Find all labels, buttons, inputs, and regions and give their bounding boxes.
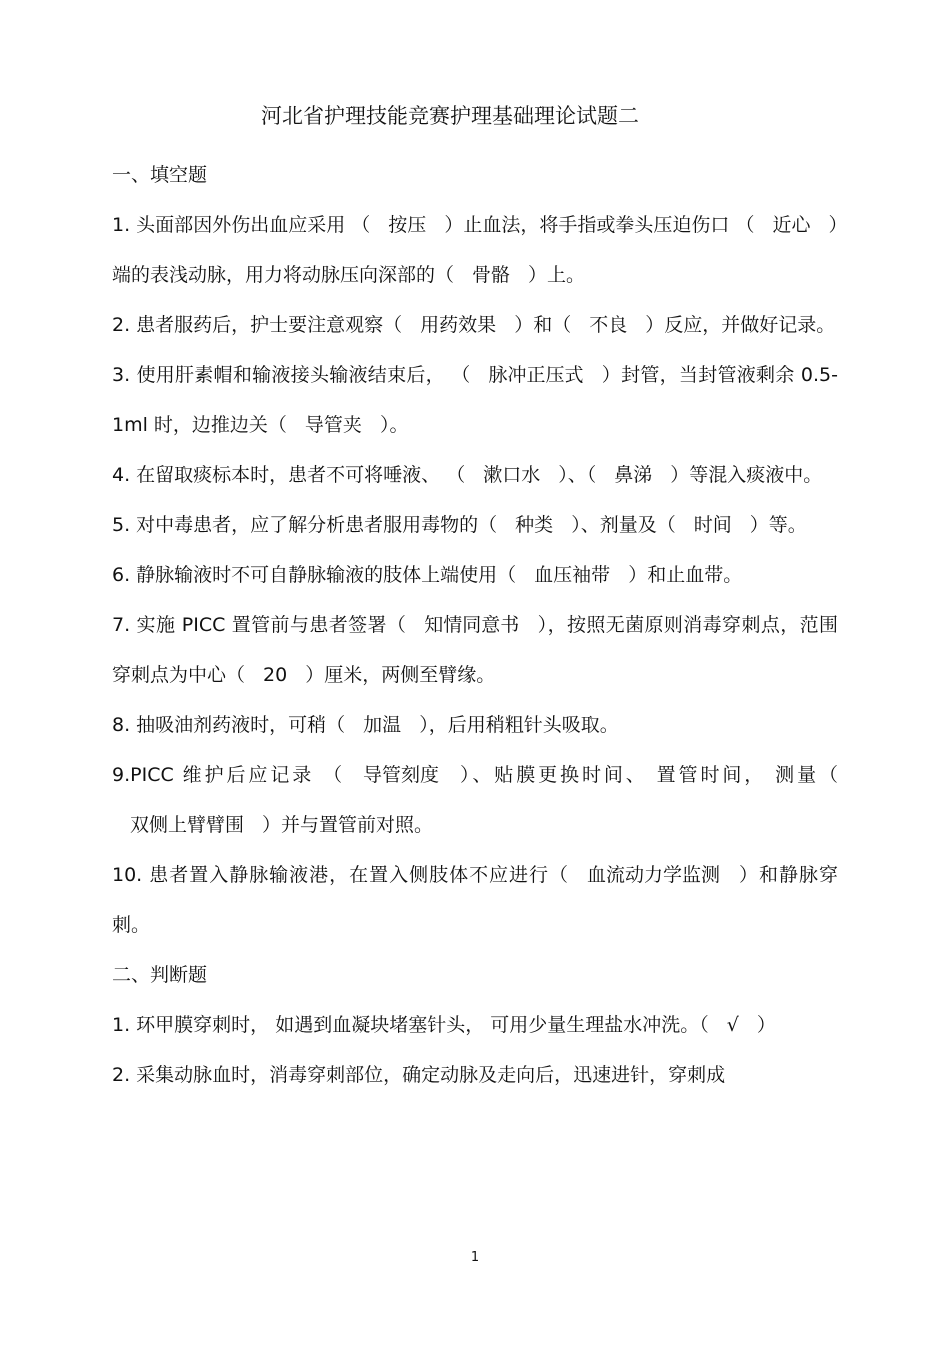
- answer: 用药效果: [420, 314, 497, 336]
- answer: 加温: [363, 714, 402, 736]
- answer: 骨骼: [472, 264, 511, 286]
- answer: 种类: [515, 514, 554, 536]
- answer: 漱口水: [483, 464, 541, 486]
- answer: √: [726, 1014, 739, 1036]
- answer: 鼻涕: [614, 464, 653, 486]
- answer: 不良: [589, 314, 628, 336]
- answer: 20: [263, 664, 288, 686]
- page-number: 1: [470, 1250, 480, 1265]
- answer: 时间: [693, 514, 732, 536]
- question-7: 7. 实施 PICC 置管前与患者签署（ 知情同意书 ），按照无菌原则消毒穿刺点，范围穿刺点为中心（ 20 ）厘米，两侧至臂缘。: [112, 600, 838, 700]
- answer: 双侧上臂臂围: [130, 814, 245, 836]
- answer: 知情同意书: [424, 614, 520, 636]
- answer: 导管刻度: [363, 764, 440, 786]
- question-6: 6. 静脉输液时不可自静脉输液的肢体上端使用（ 血压袖带 ）和止血带。: [112, 550, 838, 600]
- tf-question-1: 1. 环甲膜穿刺时， 如遇到血凝块堵塞针头， 可用少量生理盐水冲洗。（ √ ）: [112, 1000, 838, 1050]
- answer: 血流动力学监测: [587, 864, 721, 886]
- question-9: 9.PICC 维护后应记录 （ 导管刻度 ）、贴膜更换时间、 置管时间， 测量（双侧上臂臂围 ）并与置管前对照。: [112, 750, 838, 850]
- tf-question-2: 2. 采集动脉血时，消毒穿刺部位，确定动脉及走向后，迅速进针，穿刺成: [112, 1064, 726, 1086]
- question-8: 8. 抽吸油剂药液时，可稍（ 加温 ），后用稍粗针头吸取。: [112, 700, 838, 750]
- section-heading-true-false: 二、判断题: [112, 964, 208, 986]
- answer: 脉冲正压式: [488, 364, 584, 386]
- question-5: 5. 对中毒患者，应了解分析患者服用毒物的（ 种类 ）、剂量及（ 时间 ）等。: [112, 500, 838, 550]
- answer: 按压: [388, 214, 427, 236]
- question-3: 3. 使用肝素帽和输液接头输液结束后， （ 脉冲正压式 ）封管，当封管液剩余 0.5-1ml 时，边推边关（ 导管夹 ）。: [112, 350, 838, 450]
- document-body: [112, 150, 838, 1100]
- question-2: 2. 患者服药后，护士要注意观察（ 用药效果 ）和（ 不良 ）反应，并做好记录。: [112, 300, 838, 350]
- question-4: 4. 在留取痰标本时，患者不可将唾液、 （ 漱口水 ）、（ 鼻涕 ）等混入痰液中。: [112, 450, 838, 500]
- question-10: 10. 患者置入静脉输液港，在置入侧肢体不应进行（ 血流动力学监测 ）和静脉穿刺。: [112, 850, 838, 950]
- document-title: 河北省护理技能竞赛护理基础理论试题二: [261, 104, 639, 128]
- answer: 导管夹: [304, 414, 362, 436]
- answer: 血压袖带: [534, 564, 611, 586]
- section-heading-fill-in: 一、填空题: [112, 164, 208, 186]
- answer: 近心: [772, 214, 811, 236]
- question-1: 1. 头面部因外伤出血应采用 （ 按压 ）止血法，将手指或拳头压迫伤口 （ 近心 ）端的表浅动脉，用力将动脉压向深部的（ 骨骼 ）上。: [112, 200, 838, 300]
